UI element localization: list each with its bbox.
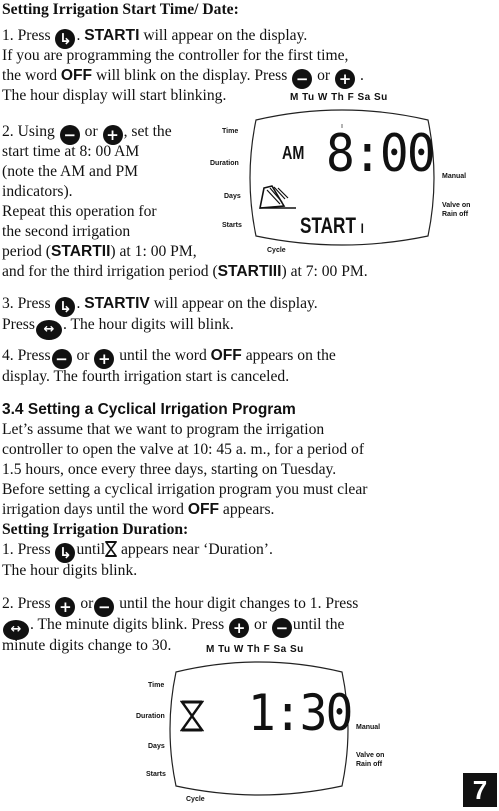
- minus-button-icon: −: [52, 349, 72, 369]
- heading-start-time: Setting Irrigation Start Time/ Date:: [2, 1, 239, 18]
- manual-label: Manual: [442, 173, 467, 180]
- step-3-line-2: [2, 315, 234, 340]
- text: until the hour digit changes to 1. Press: [119, 595, 359, 612]
- heading-duration: Setting Irrigation Duration:: [2, 521, 189, 538]
- step-3-line-1: [2, 294, 318, 317]
- time-label: Time: [148, 682, 165, 689]
- step-4-line-1: [2, 346, 336, 369]
- step-1-line-2: If you are programming the controller for the first time,: [2, 47, 349, 64]
- step-2-line-3: (note the AM and PM: [2, 163, 139, 180]
- next-button-icon: ↳: [55, 29, 75, 49]
- minus-button-icon: −: [94, 597, 114, 617]
- text: 1. Press: [2, 541, 51, 558]
- text: .: [359, 67, 364, 84]
- start-iii-label: STARTIII: [217, 263, 282, 280]
- hourglass-icon: [180, 700, 204, 732]
- text: or: [84, 123, 98, 140]
- minus-button-icon: −: [292, 69, 312, 89]
- plus-button-icon: +: [55, 597, 75, 617]
- text: the word: [2, 67, 57, 84]
- next-button-icon: ↳: [55, 297, 75, 317]
- start-ii-label: STARTII: [50, 243, 111, 260]
- plus-button-icon: +: [94, 349, 114, 369]
- duration-line-3: [2, 594, 358, 617]
- text: appears on the: [245, 347, 336, 364]
- text: and for the third irrigation period (: [2, 263, 218, 280]
- step-2-line-5: Repeat this operation for: [2, 203, 157, 220]
- page-number: 7: [463, 773, 497, 807]
- text: until: [76, 541, 106, 558]
- lcd-digits: 1:30: [248, 684, 352, 742]
- days-label: Days: [224, 193, 241, 200]
- text: will blink on the display. Press: [96, 67, 288, 84]
- step-4-line-2: display. The fourth irrigation start is canceled.: [2, 368, 290, 385]
- cyclical-line-2: controller to open the valve at 10: 45 a. m., for a period of: [2, 441, 365, 458]
- time-label: Time: [222, 128, 239, 135]
- starts-label: Starts: [146, 771, 166, 778]
- text: or: [80, 595, 94, 612]
- cycle-label: Cycle: [267, 247, 286, 254]
- duration-line-2: The hour digits blink.: [2, 562, 138, 579]
- rain-off-label: Rain off: [442, 211, 469, 218]
- next-button-icon: ↳: [55, 543, 75, 563]
- text: ) at 1: 00 PM,: [110, 243, 197, 260]
- valve-on-label: Valve on: [442, 202, 471, 209]
- left-right-button-icon: ↔: [3, 620, 29, 640]
- text: 2. Press: [2, 595, 51, 612]
- text: will appear on the display.: [153, 295, 318, 312]
- plus-button-icon: +: [335, 69, 355, 89]
- text: . The minute digits blink. Press: [30, 616, 225, 633]
- text: 2. Using: [2, 123, 55, 140]
- duration-label: Duration: [210, 160, 239, 167]
- text: 3. Press: [2, 295, 51, 312]
- heading-cyclical: 3.4 Setting a Cyclical Irrigation Program: [2, 401, 296, 418]
- text: .: [76, 295, 81, 312]
- display-2-days-row: M Tu W Th F Sa Su: [206, 644, 304, 655]
- minus-button-icon: −: [272, 618, 292, 638]
- start-i-label: STARTI: [84, 27, 140, 44]
- step-1-line-4: The hour display will start blinking.: [2, 87, 227, 104]
- text: 4. Press: [2, 347, 51, 364]
- text: , set the: [123, 123, 172, 140]
- sprinkler-icon: [258, 182, 298, 210]
- off-label: OFF: [60, 67, 93, 84]
- off-label: OFF: [187, 501, 219, 518]
- start-indicator: [300, 213, 364, 239]
- duration-label: Duration: [136, 713, 165, 720]
- minus-button-icon: −: [60, 125, 80, 145]
- start-index: I: [360, 220, 364, 236]
- off-label: OFF: [210, 347, 242, 364]
- starts-label: Starts: [222, 222, 242, 229]
- text: will appear on the display.: [143, 27, 308, 44]
- duration-line-1: [2, 540, 273, 563]
- text: Press: [2, 316, 35, 333]
- cyclical-line-5: [2, 500, 274, 520]
- text: 1. Press: [2, 27, 51, 44]
- days-label: Days: [148, 743, 165, 750]
- cyclical-line-3: 1.5 hours, once every three days, starting on Tuesday.: [2, 461, 337, 478]
- text: ) at 7: 00 PM.: [281, 263, 368, 280]
- hourglass-icon: [105, 541, 117, 557]
- text: .: [76, 27, 81, 44]
- step-2-line-6: the second irrigation: [2, 223, 131, 240]
- start-text: START: [300, 213, 356, 238]
- manual-label: Manual: [356, 724, 381, 731]
- step-2-line-8: [2, 262, 368, 282]
- rain-off-label: Rain off: [356, 761, 383, 768]
- cyclical-line-1: Let’s assume that we want to program the irrigation: [2, 421, 325, 438]
- start-iv-label: STARTIV: [84, 295, 150, 312]
- text: irrigation days until the word: [2, 501, 184, 518]
- duration-line-5: minute digits change to 30.: [2, 637, 172, 654]
- text: until the word: [119, 347, 207, 364]
- plus-button-icon: +: [229, 618, 249, 638]
- text: appears.: [222, 501, 275, 518]
- text: . The hour digits will blink.: [62, 316, 234, 333]
- cycle-label: Cycle: [186, 796, 205, 803]
- left-right-button-icon: ↔: [36, 320, 62, 340]
- text: or: [76, 347, 90, 364]
- step-2-line-2: start time at 8: 00 AM: [2, 143, 140, 160]
- display-1-days-row: M Tu W Th F Sa Su: [290, 92, 388, 103]
- text: appears near ‘Duration’.: [120, 541, 273, 558]
- cyclical-line-4: Before setting a cyclical irrigation program you must clear: [2, 481, 368, 498]
- am-indicator: AM: [282, 143, 305, 163]
- step-2-line-4: indicators).: [2, 183, 73, 200]
- text: until the: [292, 616, 345, 633]
- lcd-digits: 8:00: [326, 124, 434, 184]
- plus-button-icon: +: [103, 125, 123, 145]
- text: or: [254, 616, 268, 633]
- valve-on-label: Valve on: [356, 752, 385, 759]
- text: or: [317, 67, 331, 84]
- step-2-line-7: [2, 242, 197, 262]
- text: period (: [2, 243, 51, 260]
